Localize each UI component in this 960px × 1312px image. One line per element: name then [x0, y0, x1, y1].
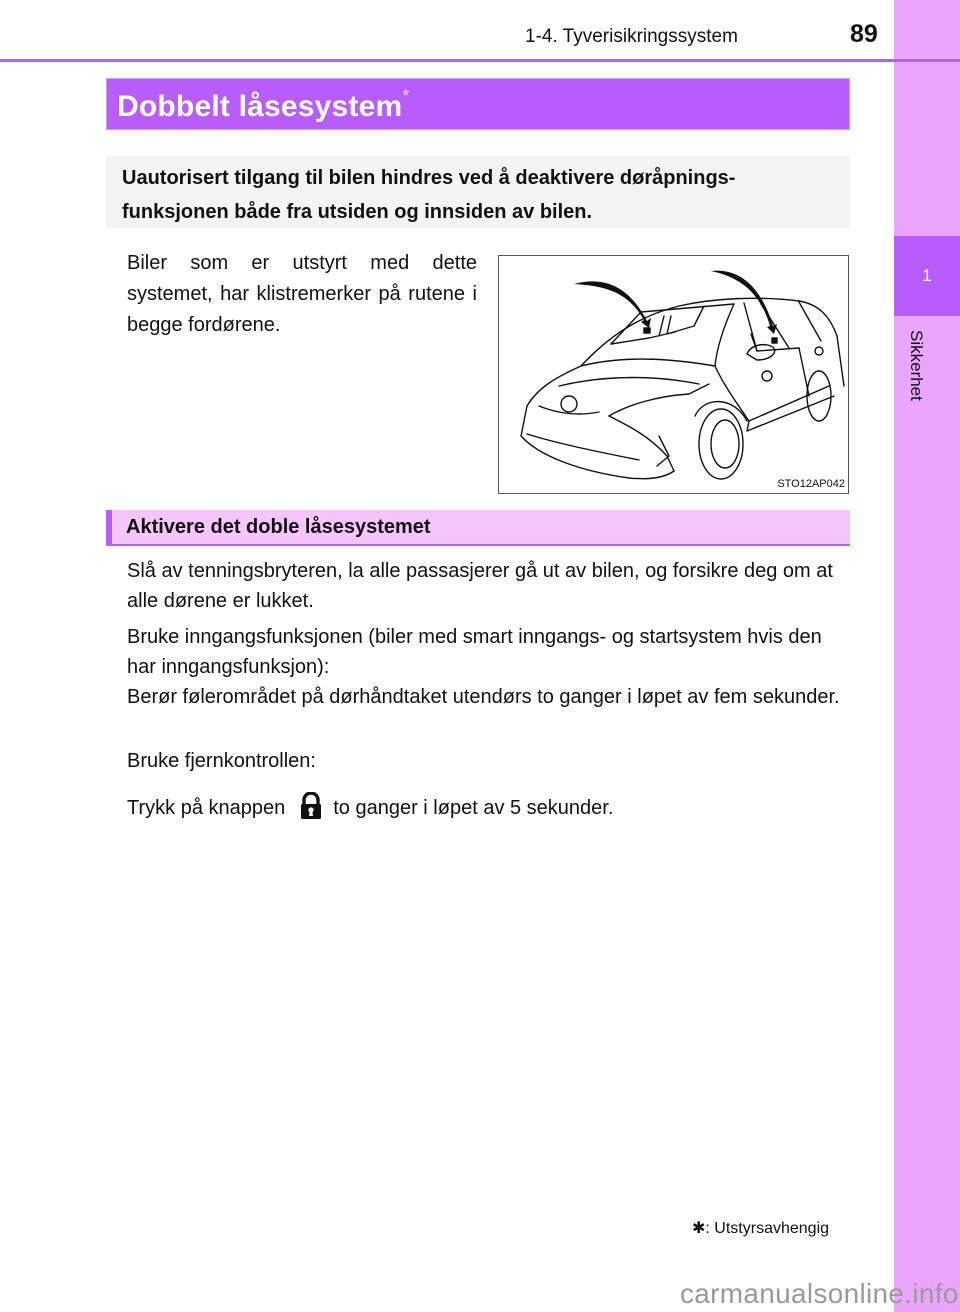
car-illustration-icon — [499, 256, 848, 493]
step-paragraph-4 — [127, 792, 847, 823]
asterisk-marker: * — [402, 86, 410, 106]
figure-code: STO12AP042 — [777, 478, 845, 490]
lock-icon — [299, 792, 323, 820]
step-paragraph-1: Slå av tenningsbryteren, la alle passasjerer gå ut av bilen, og forsikre deg om at alle dørene er lukket. — [127, 560, 833, 612]
chapter-label: Sikkerhet — [907, 330, 926, 401]
running-head: 1-4. Tyverisikringssystem — [525, 26, 738, 47]
intro-box — [106, 156, 850, 228]
step-4-text-before: Trykk på knappen — [127, 797, 286, 819]
watermark: carmanualsonline.info — [680, 1278, 959, 1309]
step-paragraph-3: Bruke fjernkontrollen: — [127, 750, 316, 772]
page-number: 89 — [850, 20, 878, 48]
step-paragraph-2b: Berør følerområdet på dørhåndtaket utendørs to ganger i løpet av fem sekunder. — [127, 686, 840, 708]
footnote: ✱: Utstyrsavhengig — [692, 1220, 830, 1237]
chapter-number: 1 — [922, 266, 932, 285]
step-paragraph-2a: Bruke inngangsfunksjonen (biler med smart inngangs- og startsystem hvis den har inngangsfunksjon): — [127, 626, 822, 678]
section-heading: Aktivere det doble låsesystemet — [126, 516, 431, 538]
chapter-side-tab — [894, 0, 960, 1312]
step-4-text-after: to ganger i løpet av 5 sekunder. — [333, 797, 614, 819]
page-title-text: Dobbelt låsesystem — [117, 90, 403, 123]
section-heading-bar — [106, 510, 850, 546]
intro-text: Uautorisert tilgang til bilen hindres ved å deaktivere døråpnings-funksjonen både fra utsiden og innsiden av bilen. — [122, 167, 736, 223]
page-title — [117, 86, 410, 124]
page-title-bar — [106, 78, 850, 130]
car-figure — [498, 255, 849, 494]
chapter-number-tab — [894, 236, 960, 316]
header-divider — [0, 59, 960, 62]
sticker-info-paragraph: Biler som er utstyrt med dette systemet, har klistremerker på rutene i begge fordørene. — [127, 252, 477, 336]
